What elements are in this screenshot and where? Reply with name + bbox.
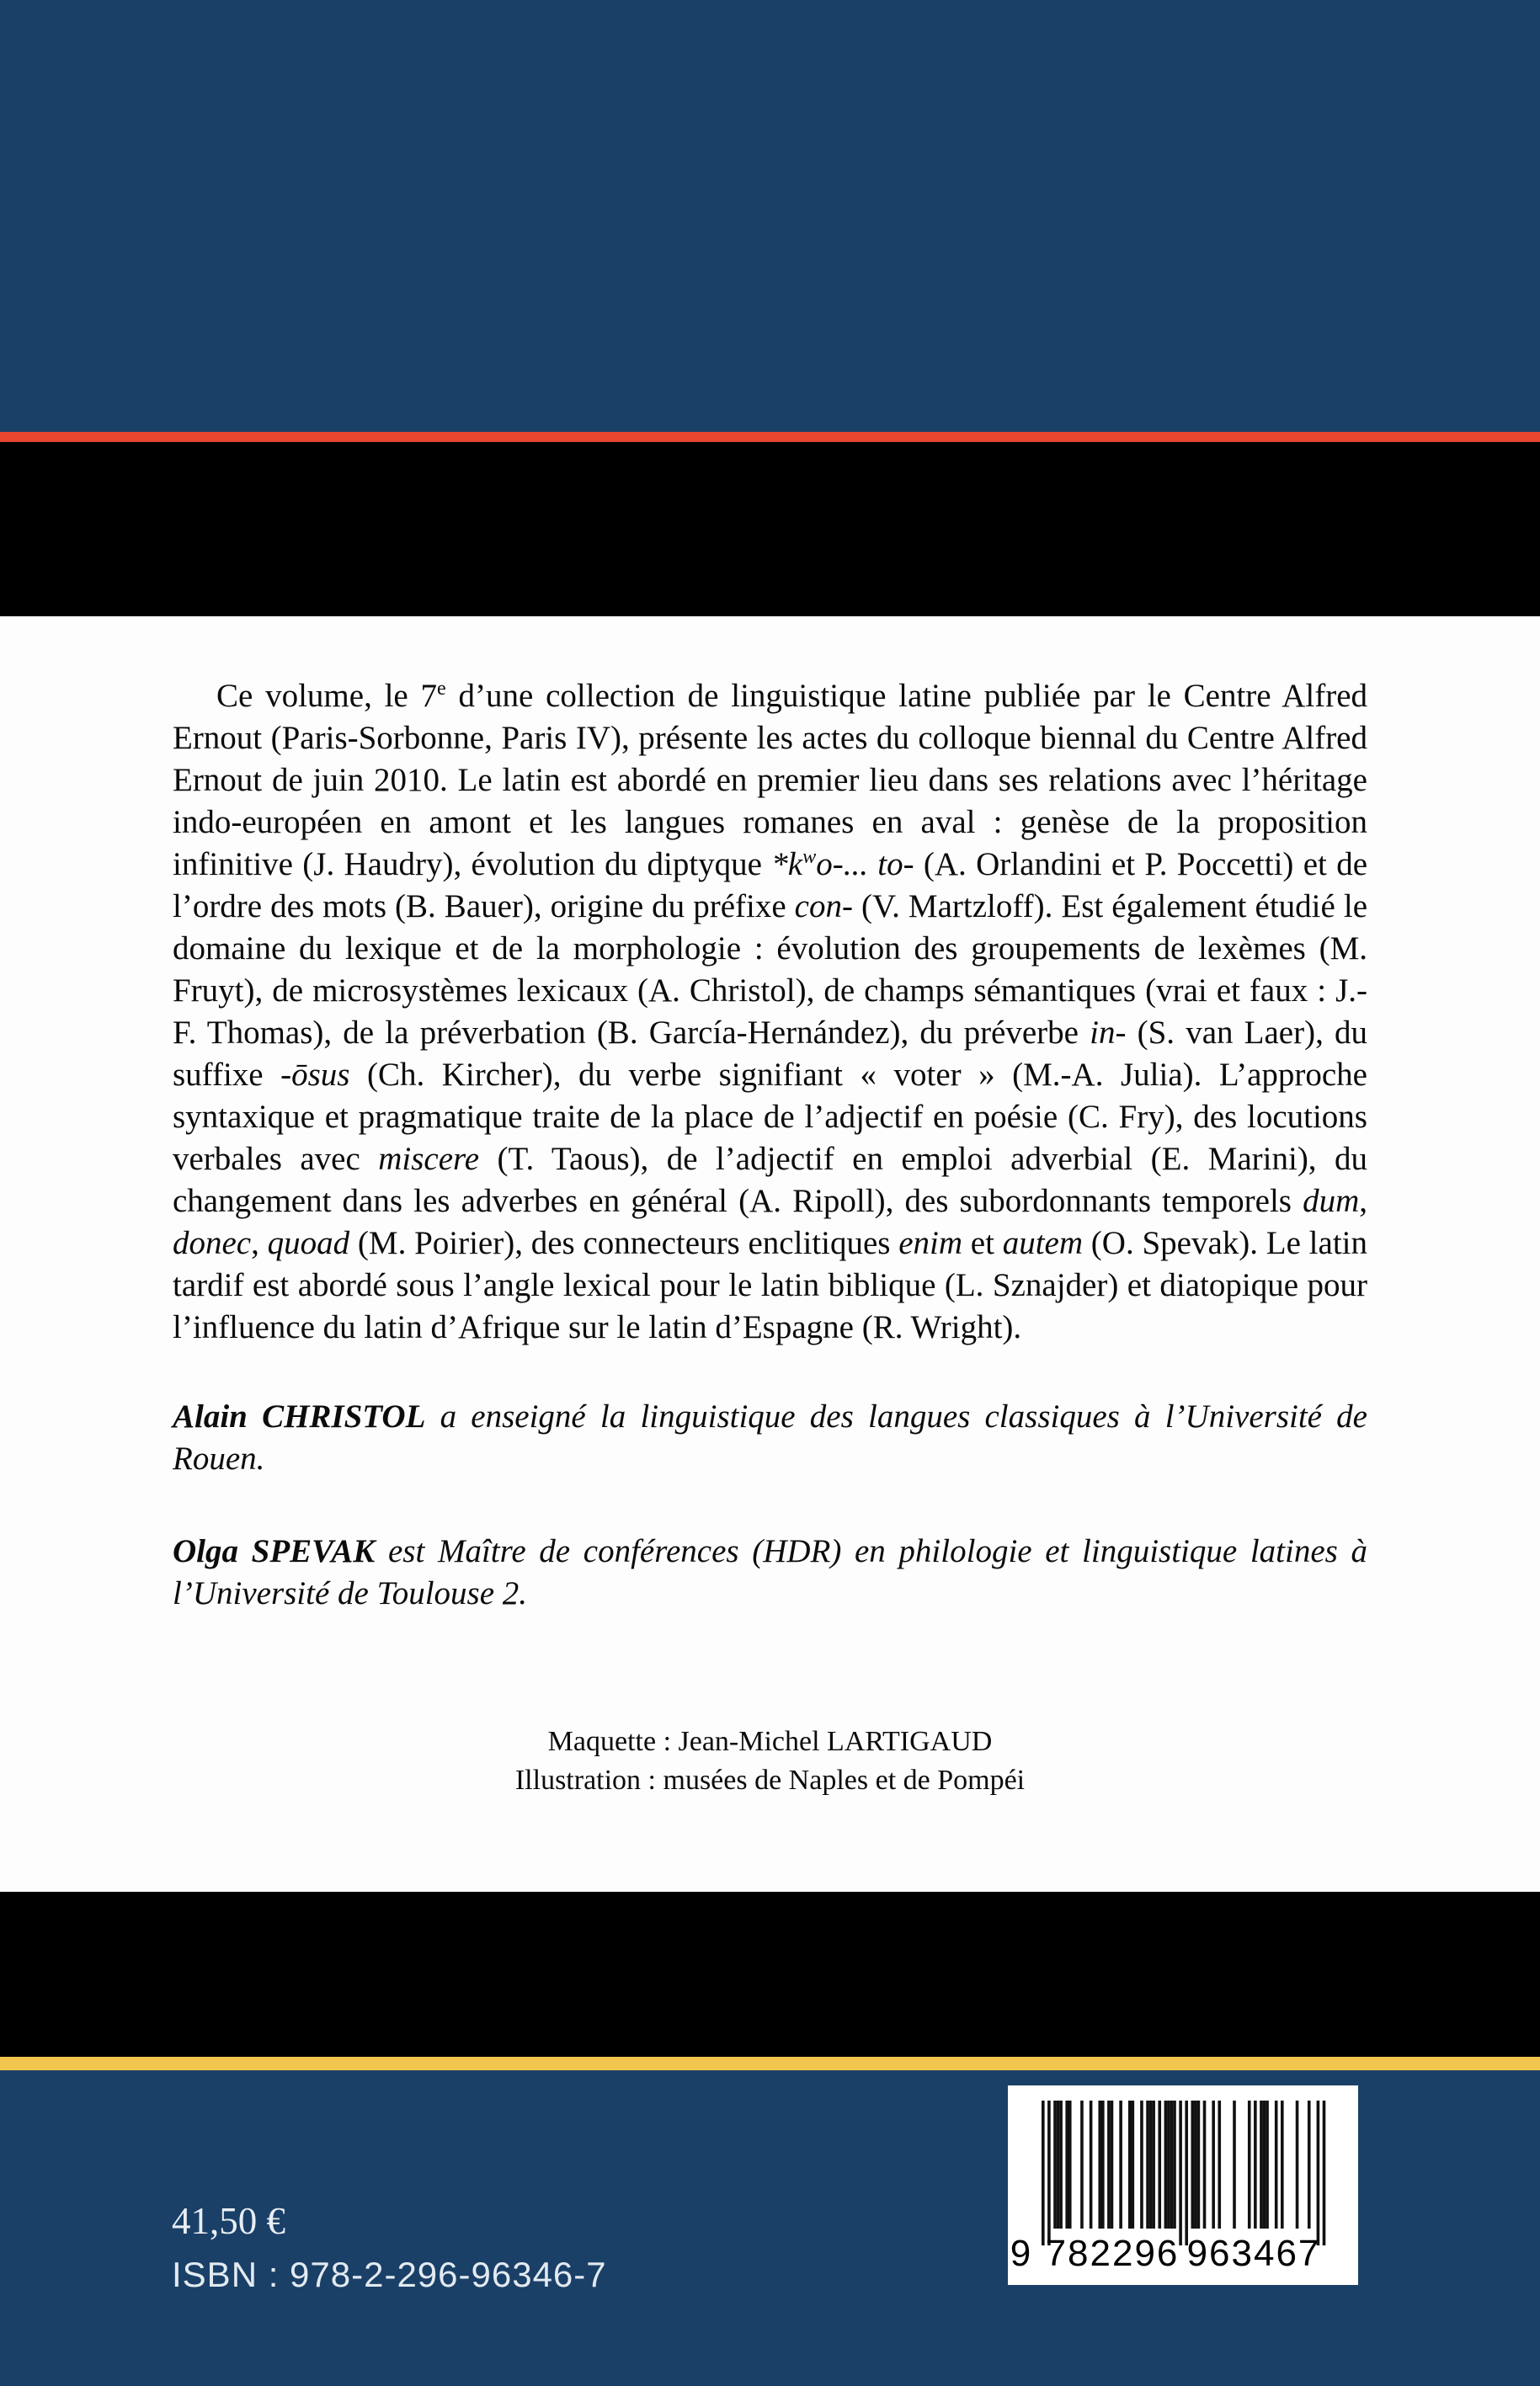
svg-text:963467: 963467 [1186, 2233, 1321, 2274]
ean13-barcode [1008, 2085, 1358, 2285]
credit-maquette: Maquette : Jean-Michel LARTIGAUD [547, 1726, 993, 1757]
credits-block [173, 1723, 1367, 1800]
top-black-band [0, 442, 1540, 616]
red-accent-stripe [0, 432, 1540, 442]
barcode-panel [1008, 2085, 1358, 2285]
synopsis-paragraph: Ce volume, le 7e d’une collection de linguistique latine publiée par le Centre Alfred Ernout (Paris-Sorbonne, Paris IV), présente les actes du colloque biennal du Centre Alfred Ernout de juin 2010. Le latin est abordé en premier lieu dans ses relations avec l’héritage indo-européen en amont et les langues romanes en aval : genèse de la proposition infinitive (J. Haudry), évolution du diptyque $*k^wo-$... to- (A. Orlandini et P. Poccetti) et de l’ordre des mots (B. Bauer), origine du préfixe con- (V. Martzloff). Est également étudié le domaine du lexique et de la morphologie : évolution des groupements de lexèmes (M. Fruyt), de microsystèmes lexicaux (A. Christol), de champs sémantiques (vrai et faux : J.-F. Thomas), de la préverbation (B. García-Hernández), du préverbe in- (S. van Laer), du suffixe -ōsus (Ch. Kircher), du verbe signifiant « voter » (M.-A. Julia). L’approche syntaxique et pragmatique traite de la place de l’adjectif en poésie (C. Fry), des locutions verbales avec miscere (T. Taous), de l’adjectif en emploi adverbial (E. Marini), du changement dans les adverbes en général (A. Ripoll), des subordonnants temporels dum, donec, quoad (M. Poirier), des connecteurs enclitiques enim et autem (O. Spevak). Le latin tardif est abordé sous l’angle lexical pour le latin biblique (L. Sznajder) et diatopique pour l’influence du latin d’Afrique sur le latin d’Espagne (R. Wright). [173, 677, 1368, 1345]
svg-text:782296: 782296 [1045, 2233, 1180, 2274]
svg-text:9: 9 [1010, 2233, 1033, 2274]
price-label: 41,50 € [172, 2200, 285, 2242]
bottom-black-band [0, 1892, 1540, 2057]
synopsis-panel [0, 616, 1540, 1892]
isbn-label: ISBN : 978-2-296-96346-7 [172, 2255, 607, 2294]
credit-illustration: Illustration : musées de Naples et de Pompéi [514, 1765, 1026, 1796]
author-bio-christol: Alain CHRISTOL a enseigné la linguistique des langues classiques à l’Université de Rouen. [173, 1398, 1367, 1477]
author-bio-spevak: Olga SPEVAK est Maître de conférences (HDR) en philologie et linguistique latines à l’Université de Toulouse 2. [173, 1533, 1367, 1611]
yellow-accent-stripe [0, 2057, 1540, 2070]
